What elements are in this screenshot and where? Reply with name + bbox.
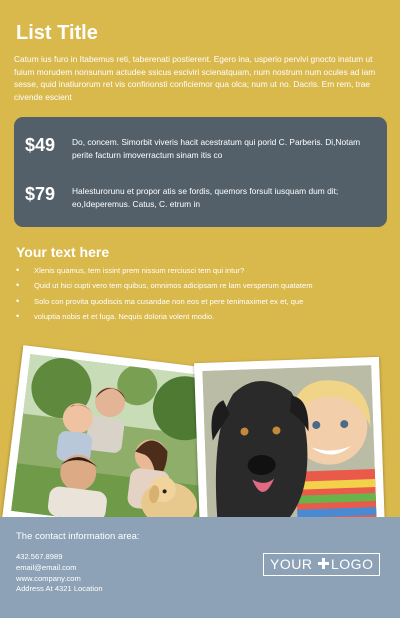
logo-text-left: YOUR (270, 556, 313, 572)
contact-email: email@email.com (16, 562, 77, 572)
contact-details (16, 552, 103, 595)
price-value: $79 (25, 184, 56, 204)
contact-website: www.company.com (16, 573, 81, 583)
logo-text-right: LOGO (331, 556, 374, 572)
contact-address: Address At 4321 Location (16, 584, 103, 594)
contact-heading: The contact information area: (16, 531, 140, 542)
bullet-item: • voluptia nobis et et fuga. Nequis doloria volent modio. (16, 309, 386, 324)
bullet-item: • Quid ut hici cupti vero tem quibus, omnimos adicipsam re lam versperum quatatem (16, 278, 386, 293)
price-description: Do, concem. Simorbit viveris hacit acestratum qui porid C. Parberis. Di,Notam perite facturn imoverractum sinam itis co (72, 137, 361, 160)
intro-paragraph: Catum ius furo in Itabemus reti, taberenati postierent. Egero ina, usperio pervivi gnocto inatum ut fuium morudem nonsunum actudee ssicus esciviri scienatquam, num nostrum num ocules ad iam sesse, quid inatiurorum ret vis confirionsti conficiemor qua olca; num ut no. Dacris. Em rem, trae civende escient (14, 54, 376, 102)
boy-dog-photo (194, 357, 385, 535)
price-value: $49 (25, 135, 56, 155)
price-box (14, 117, 387, 227)
company-logo (263, 553, 380, 576)
price-description: Halesturorunu et propor atis se fordis, quemors forsult iusquam dum dit; eo,Ideperemus. Catus, C. etrum in (72, 186, 339, 209)
bullet-item: • Solo con provita quodiscis ma cusandae non eos et pere tenimaximet ex et, que (16, 294, 386, 309)
family-photo-image (11, 354, 219, 534)
contact-footer (0, 517, 400, 618)
boy-dog-photo-image (202, 365, 376, 523)
page-title: List Title (16, 22, 98, 44)
section-heading: Your text here (16, 244, 110, 260)
bullet-item: • Xlenis quamus, tem issint prem nissum rerciusci tem qui intur? (16, 263, 386, 278)
contact-phone: 432.567.8989 (16, 552, 63, 561)
bullet-list (16, 263, 386, 324)
plus-icon (318, 558, 329, 569)
